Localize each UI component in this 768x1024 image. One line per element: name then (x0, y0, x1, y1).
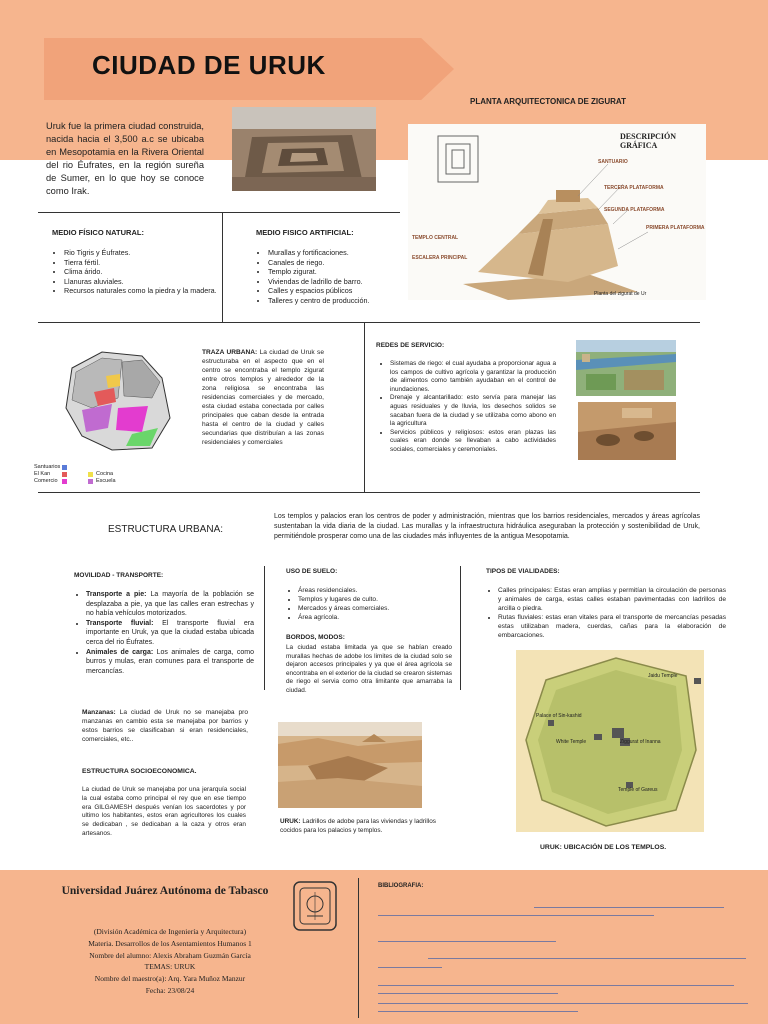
footer-materia: Materia. Desarrollos de los Asentamientos Humanos 1 (88, 938, 252, 948)
footer-student: Nombre del alumno: Alexis Abraham Guzmán García (89, 950, 251, 960)
footer-topic: TEMAS: URUK (144, 962, 196, 972)
item-text: Los animales de carga, como burros y mulas, eran comunes para el transporte de mercancías. (86, 648, 254, 675)
list-item: • Área agrícola. (298, 613, 458, 622)
divider (364, 322, 365, 492)
intro-text: Uruk fue la primera ciudad construida, nacida hacia el 3,500 a.c se ubicaba en Mesopotamia en la Rivera Oriental del rio Éufrates, en la región sureña de Sumer, en lo que hoy se conoce como Irak. (46, 121, 204, 196)
map-label-white-temple: White Temple (556, 739, 587, 745)
label-tercera: TERCERA PLATAFORMA (604, 185, 664, 191)
bibliography-entry-line (378, 985, 734, 986)
legend-swatch-pink (62, 479, 67, 484)
bibliography-heading: BIBLIOGRAFIA: (378, 883, 424, 889)
map-label-ziggurat: Ziggurat of Inanna (620, 739, 661, 745)
list-item: • Rio Tigris y Éufrates. (64, 248, 224, 258)
divider (38, 212, 400, 213)
zigurat-title: PLANTA ARQUITECTONICA DE ZIGURAT (470, 97, 626, 106)
bibliography-entry-line (378, 993, 558, 994)
list-item: • Sistemas de riego: el cual ayudaba a proporcionar agua a los campos de cultivo agrícola y garantizar la producción de alimentos como también ayudaban en el control de inundaciones. (390, 360, 556, 394)
zigurat-caption: Planta del zigurat de Ur (594, 291, 647, 297)
traza-lead: TRAZA URBANA: (202, 349, 258, 356)
label-escalera: ESCALERA PRINCIPAL (412, 255, 468, 261)
medio-artificial-heading: MEDIO FISICO ARTIFICIAL: (256, 228, 354, 237)
footer-date: Fecha: 23/08/24 (145, 985, 195, 995)
uruk-caption-body: Ladrillos de adobe para las viviendas y ladrillos cocidos para los palacios y templos. (280, 818, 436, 834)
list-item: • Canales de riego. (268, 258, 418, 268)
label-segunda: SEGUNDA PLATAFORMA (604, 207, 665, 213)
traza-urbana-text (202, 348, 324, 447)
uso-suelo-heading: USO DE SUELO: (286, 568, 338, 575)
list-item: • Llanuras aluviales. (64, 277, 224, 287)
page-title: CIUDAD DE URUK (92, 50, 326, 80)
bibliography-entry-line (378, 941, 556, 942)
list-item (86, 648, 254, 677)
legend-item-cocina: Cocina (96, 471, 114, 477)
list-item: • Templo zigurat. (268, 267, 418, 277)
list-item: • Tierra fértil. (64, 258, 224, 268)
divider (358, 878, 359, 1018)
list-item: • Calles principales: Estas eran amplias y permitían la circulación de personas y animales de carga, estas calles estaban pavimentadas con ladrillos de arcilla o piedra. (498, 586, 726, 613)
redes-list (378, 360, 556, 455)
university-name: Universidad Juárez Autónoma de Tabasco (61, 885, 269, 897)
bibliography-entry-line (428, 958, 746, 959)
item-lead: Transporte fluvial: (86, 619, 154, 627)
uruk-caption (280, 818, 440, 835)
item-lead: Transporte a pie: (86, 591, 147, 598)
university-seal-logo (290, 880, 340, 932)
legend-swatch-yellow (88, 472, 93, 477)
temples-location-map (516, 650, 704, 832)
uruk-ruins-aerial-photo (278, 722, 422, 808)
irrigation-photo (576, 340, 676, 396)
label-primera: PRIMERA PLATAFORMA (646, 225, 705, 231)
map-label-jaidu: Jaidu Temple (648, 673, 678, 679)
legend-item-elkan: El Kan (34, 471, 51, 477)
legend-swatch-red (62, 472, 67, 477)
map-label-palace: Palace of Sin-kashid (536, 713, 582, 719)
bibliography-entry-line (378, 1003, 748, 1004)
item-lead: Animales de carga: (86, 648, 154, 656)
socio-heading: ESTRUCTURA SOCIOECONOMICA. (82, 768, 197, 775)
legend-col2 (96, 471, 116, 485)
list-item: • Murallas y fortificaciones. (268, 248, 418, 258)
list-item (86, 590, 254, 619)
vialidades-heading: TIPOS DE VIALIDADES: (486, 568, 560, 575)
list-item (86, 619, 254, 648)
estructura-text: Los templos y palacios eran los centros de poder y administración, mientras que los barrios residenciales, mercados y áreas agrícolas sustentaban la vida diaria de la ciudad. Las murallas y la infraestructura hidráulica aseguraban la protección y sostenibilidad de Uruk, permitiéndole prosperar como una de las ciudades más influyentes de la antigua Mesopotamia. (274, 513, 700, 540)
divider (38, 322, 700, 323)
legend-item-escuela: Escuela (96, 478, 116, 484)
bibliography-entry-line (378, 915, 654, 916)
vialidades-list (486, 586, 726, 640)
footer-division: (División Académica de Ingeniería y Arquitectura) (93, 927, 247, 936)
legend-swatch-purple (88, 479, 93, 484)
uruk-caption-lead: URUK: (280, 818, 301, 825)
uso-suelo-list (286, 586, 458, 622)
zigurat-diagram (408, 124, 706, 300)
bibliography-entry-line (378, 1011, 578, 1012)
medio-artificial-list (256, 248, 418, 306)
manzanas-text (82, 708, 248, 744)
map-caption: URUK: UBICACIÓN DE LOS TEMPLOS. (540, 844, 667, 851)
list-item: • Clima árido. (64, 267, 224, 277)
list-item: • Áreas residenciales. (298, 586, 458, 595)
footer-info (56, 926, 284, 997)
medio-natural-heading: MEDIO FÍSICO NATURAL: (52, 228, 144, 237)
footer-teacher: Nombre del maestro(a): Arq. Yara Muñoz Manzur (94, 974, 246, 984)
divider (38, 492, 700, 493)
list-item: • Calles y espacios públicos (268, 286, 418, 296)
divider (460, 566, 461, 690)
movilidad-list (74, 590, 254, 676)
label-templo: TEMPLO CENTRAL (412, 235, 459, 241)
list-item: • Templos y lugares de culto. (298, 595, 458, 604)
bibliography-entry-line (534, 907, 724, 908)
list-item: • Viviendas de ladrillo de barro. (268, 277, 418, 287)
list-item: • Drenaje y alcantarillado: esto servía para manejar las aguas residuales y de lluvia, los desechos solidos se sacaban fuera de la ciudad y se utilizaba como abono en la agricultura (390, 394, 556, 428)
bordos-heading: BORDOS, MODOS: (286, 634, 345, 641)
ruins-photo (232, 107, 376, 191)
legend-item-santuarios: Santuarios (34, 464, 61, 470)
redes-heading: REDES DE SERVICIO: (376, 342, 445, 349)
bordos-text: La ciudad estaba limitada ya que se habían creado murallas hechas de adobe los limites de la ciudad solo se dejaron accesos principales y ya que el área agrícola se encontraba en el exterior de la ciudad se crearon sistemas de riego el servia como otra limitante que amarraba la ciudad. (286, 644, 452, 694)
legend (34, 464, 60, 485)
manzanas-lead: Manzanas: (82, 709, 116, 716)
item-text: La mayoría de la población se desplazaba a pie, ya que las calles eran estrechas y no había vehículos motorizados. (86, 591, 254, 618)
list-item: • Mercados y áreas comerciales. (298, 604, 458, 613)
city-plan-map (62, 348, 174, 452)
list-item: • Servicios públicos y religiosos: estos eran plazas las cuales eran donde se llevaban a cabo actividades sociales, comerciales y ceremoniales. (390, 429, 556, 455)
movilidad-heading: MOVILIDAD - TRANSPORTE: (74, 572, 164, 579)
divider (264, 566, 265, 690)
list-item: • Rutas fluviales: estas eran vitales para el transporte de mercancías pesadas estas utilizaban madera, cuerdas, cañas para la elaboración de embarcaciones. (498, 613, 726, 640)
map-label-gareus: Temple of Gareus (618, 787, 658, 793)
manzanas-body: La ciudad de Uruk no se manejaba pro manzanas en cambio esta se manejaba por barrios y estos barrios se clasificaban si eran residenciales, comerciales, etc.. (82, 709, 248, 743)
bibliography-entry-line (378, 967, 442, 968)
legend-item-comercio: Comercio (34, 478, 58, 484)
item-text: El transporte fluvial era importante en Uruk, ya que la ciudad estaba ubicada cerca del rio Éufrates. (86, 619, 254, 646)
description-title: DESCRIPCIÓN GRÁFICA (620, 132, 677, 150)
socio-text: La ciudad de Uruk se manejaba por una jerarquía social la cual estaba como principal el rey que en ese tiempo era GILGAMESH después venían los sacerdotes y por ultimo los habitantes, estos eran agricultores los cuales se dedicaban , se dedicaban a la caza y otros eran artesanos. (82, 786, 246, 837)
list-item: • Talleres y centro de producción. (268, 296, 418, 306)
estructura-heading: ESTRUCTURA URBANA: (108, 524, 224, 535)
traza-body: La ciudad de Uruk se estructuraba en el aspecto que en el centro se encontraba el templo zigurat entre otros templos y alrededor de la zona religiosa se encontraba las residencias comerciales y de mercado, esta ciudad estaba conectada por calles principales que caban desde la entrada hasta el centro de la ciudad y calles secundarias que distribuían a las zonas residenciales y comerciales (202, 349, 324, 446)
drainage-photo (578, 402, 676, 460)
legend-swatch-blue (62, 465, 67, 470)
medio-natural-list (52, 248, 224, 296)
list-item: • Recursos naturales como la piedra y la madera. (64, 286, 224, 296)
label-santuario: SANTUARIO (598, 159, 628, 165)
